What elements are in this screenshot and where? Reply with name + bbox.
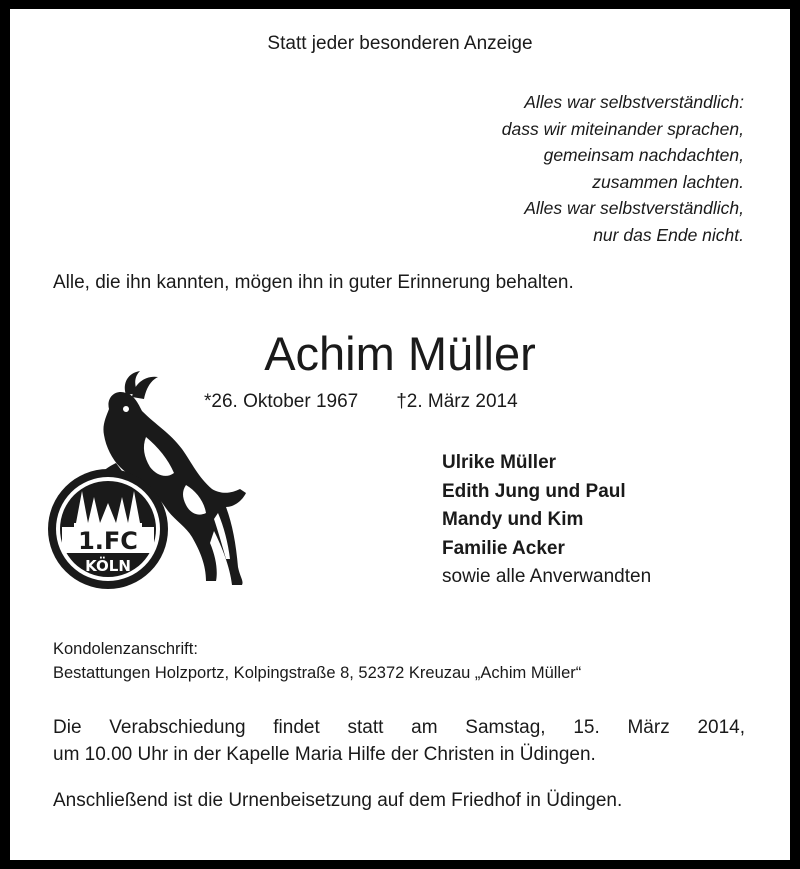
life-dates bbox=[204, 391, 518, 413]
condolence-address-line: Bestattungen Holzportz, Kolpingstraße 8, 52372 Kreuzau „Achim Müller“ bbox=[53, 664, 582, 682]
poem bbox=[502, 89, 744, 248]
obituary-notice bbox=[10, 9, 790, 860]
crest-text-bottom: KÖLN bbox=[85, 557, 131, 575]
goat-horn bbox=[132, 377, 158, 399]
mourner-name: Edith Jung und Paul bbox=[442, 480, 626, 502]
poem-line: Alles war selbstverständlich, bbox=[524, 198, 744, 218]
mourners-list bbox=[442, 449, 651, 592]
deceased-name: Achim Müller bbox=[264, 327, 536, 380]
mourner-relatives: sowie alle Anverwandten bbox=[442, 566, 652, 587]
crest-text-top: 1.FC bbox=[78, 527, 138, 555]
poem-line: zusammen lachten. bbox=[592, 171, 744, 192]
farewell-line: um 10.00 Uhr in der Kapelle Maria Hilfe der Christen in Üdingen. bbox=[53, 744, 596, 765]
mourner-name: Ulrike Müller bbox=[442, 452, 557, 473]
poem-line: dass wir miteinander sprachen, bbox=[501, 118, 744, 139]
memory-line: Alle, die ihn kannten, mögen ihn in guter Erinnerung behalten. bbox=[53, 272, 574, 293]
condolence-label: Kondolenzanschrift: bbox=[53, 640, 198, 658]
birth-date: *26. Oktober 1967 bbox=[204, 391, 359, 412]
death-date: †2. März 2014 bbox=[396, 391, 518, 412]
notice-heading: Statt jeder besonderen Anzeige bbox=[267, 33, 533, 54]
urn-burial-info: Anschließend ist die Urnenbeisetzung auf dem Friedhof in Üdingen. bbox=[53, 790, 623, 811]
mourner-name: Mandy und Kim bbox=[442, 509, 584, 530]
fc-koeln-logo bbox=[46, 367, 251, 589]
poem-line: Alles war selbstverständlich: bbox=[524, 92, 744, 112]
poem-line: nur das Ende nicht. bbox=[593, 224, 744, 245]
mourner-name: Familie Acker bbox=[442, 537, 565, 559]
poem-line: gemeinsam nachdachten, bbox=[543, 145, 744, 165]
condolence-address bbox=[53, 637, 581, 685]
farewell-info bbox=[53, 714, 745, 768]
farewell-line: Die Verabschiedung findet statt am Samstag, 15. März 2014, bbox=[53, 717, 745, 738]
